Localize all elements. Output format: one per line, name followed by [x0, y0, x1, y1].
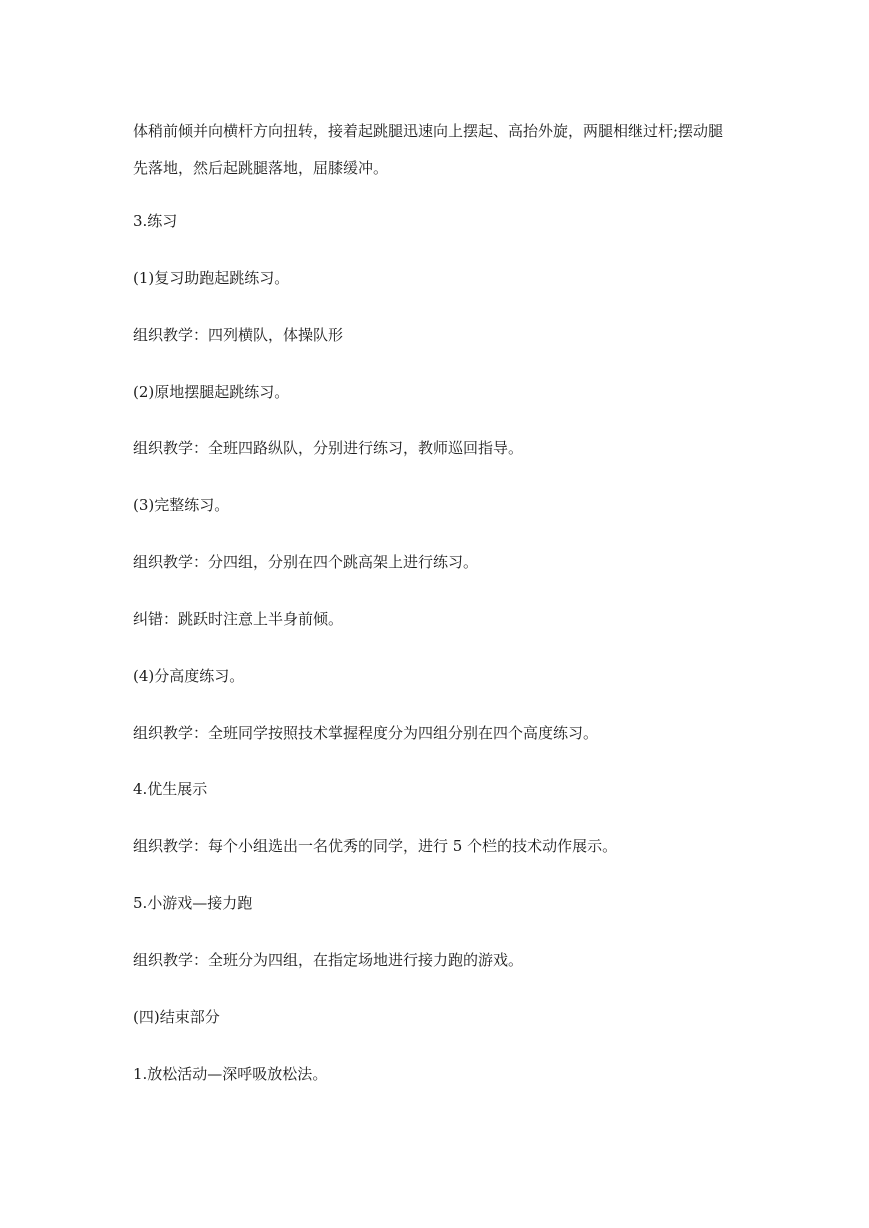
organization-note: 组织教学：分四组，分别在四个跳高架上进行练习。 [133, 553, 479, 571]
organization-note: 组织教学：四列横队，体操队形 [133, 326, 344, 344]
organization-note: 组织教学：全班分为四组，在指定场地进行接力跑的游戏。 [133, 951, 524, 969]
subsection-review-runup: (1)复习助跑起跳练习。 [133, 269, 290, 287]
subsection-swing-leg: (2)原地摆腿起跳练习。 [133, 383, 290, 401]
organization-note: 组织教学：全班四路纵队，分别进行练习，教师巡回指导。 [133, 439, 524, 457]
subsection-complete-practice: (3)完整练习。 [133, 496, 230, 514]
paragraph-line: 体稍前倾并向横杆方向扭转，接着起跳腿迅速向上摆起、高抬外旋，两腿相继过杆;摆动腿 [133, 122, 724, 140]
correction-note: 纠错：跳跃时注意上半身前倾。 [133, 610, 344, 628]
section-heading-practice: 3.练习 [133, 212, 178, 230]
section-heading-relay-game: 5.小游戏—接力跑 [133, 894, 253, 912]
paragraph-technique-continuation [133, 113, 753, 187]
organization-note: 组织教学：全班同学按照技术掌握程度分为四组分别在四个高度练习。 [133, 724, 599, 742]
subsection-height-practice: (4)分高度练习。 [133, 667, 245, 685]
organization-note: 组织教学：每个小组选出一名优秀的同学，进行 5 个栏的技术动作展示。 [133, 837, 618, 855]
paragraph-line: 先落地，然后起跳腿落地，屈膝缓冲。 [133, 159, 389, 177]
section-heading-showcase: 4.优生展示 [133, 780, 208, 798]
section-heading-closing: (四)结束部分 [133, 1008, 220, 1026]
closing-item-relaxation: 1.放松活动—深呼吸放松法。 [133, 1065, 328, 1083]
